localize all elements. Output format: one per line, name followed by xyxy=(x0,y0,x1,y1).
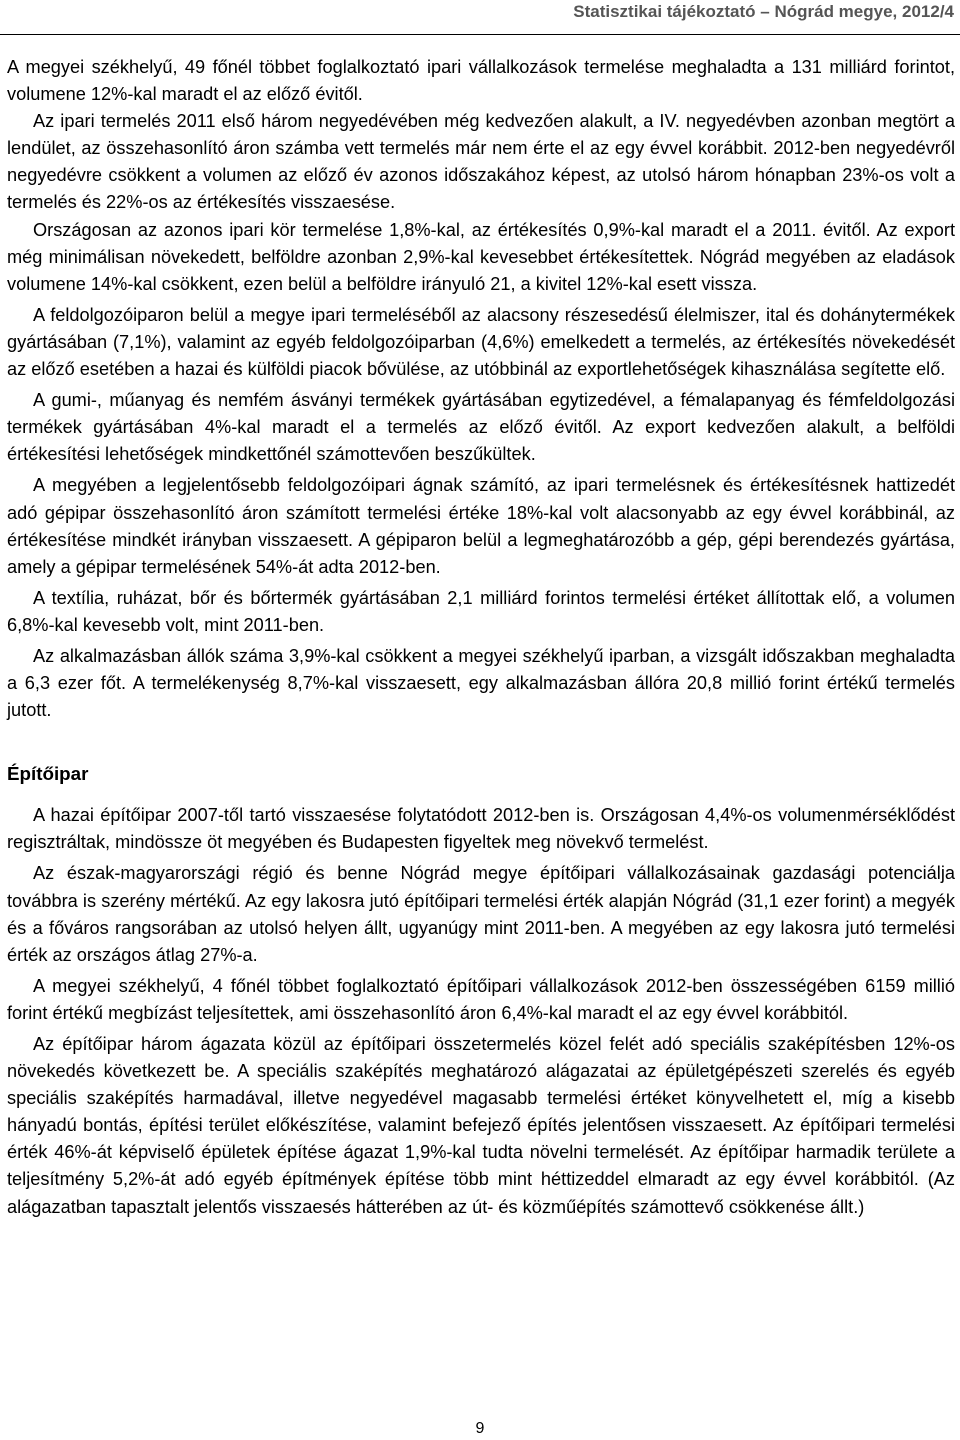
paragraph: Az alkalmazásban állók száma 3,9%-kal csökkent a megyei székhelyű iparban, a vizsgált időszakban meghaladta a 6,3 ezer főt. A termelékenység 8,7%-kal visszaesett, egy alkalmazásban állóra 20,8 millió forint értékű termelés jutott. xyxy=(7,645,955,721)
paragraph: A megyei székhelyű, 49 főnél többet foglalkoztató ipari vállalkozások termelése meghaladta a 131 milliárd forintot, volumene 12%-kal maradt el az előző évitől. xyxy=(7,57,955,105)
paragraph: Az építőipar három ágazata közül az építőipari összetermelés közel felét adó speciális szaképítésben 12%-os növekedés következett be. A speciális szaképítés meghatározó alágazatai az épületgépészeti szerelés és egyéb speciális szaképítés harmadával, illetve negyedével magasabb termelési értéket könyvelhetett el, míg a kisebb hányadú bontás, építési terület előkészítése, valamint befejező építés jelentősen visszaesett. Az építőipari termelési érték 46%-át képviselő épületek építése ágazat 1,9%-kal tudta növelni termelését. Az építőipar harmadik területe a teljesítmény 5,2%-át adó egyéb építmények építése több mint héttizeddel elmaradt az egy évvel korábbitól. (Az alágazatban tapasztalt jelentős visszaesés hátterében az út- és közműépítés számottevő csökkenése állt.) xyxy=(7,1034,955,1217)
paragraph: A feldolgozóiparon belül a megye ipari termeléséből az alacsony részesedésű élelmiszer, ital és dohánytermékek gyártásában (7,1%), valamint az egyéb feldolgozóiparban (4,6%) emelkedett a termelés, az értékesítés növekedését az előző esetében a hazai és külföldi piacok bővülése, az utóbbinál az exportlehetőségek kihasználása segítette elő. xyxy=(7,304,955,380)
paragraph: A hazai építőipar 2007-től tartó visszaesése folytatódott 2012-ben is. Országosan 4,4%-os volumenmérséklődést regisztráltak, mindössze öt megyében és Budapesten figyeltek meg növekvő termelést. xyxy=(7,805,955,853)
page-header: Statisztikai tájékoztató – Nógrád megye, 2012/4 xyxy=(573,2,954,21)
paragraph: A textília, ruházat, bőr és bőrtermék gyártásában 2,1 milliárd forintos termelési értéket állítottak elő, a volumen 6,8%-kal kevesebb volt, mint 2011-ben. xyxy=(7,587,955,635)
paragraph: A megyei székhelyű, 4 főnél többet foglalkoztató építőipari vállalkozások 2012-ben összességében 6159 millió forint értékű megbízást teljesítettek, ami összehasonlító áron 6,4%-kal maradt el az egy évvel korábbitól. xyxy=(7,975,955,1023)
page-number: 9 xyxy=(475,1420,485,1437)
header-divider xyxy=(0,34,960,35)
paragraph: Országosan az azonos ipari kör termelése 1,8%-kal, az értékesítés 0,9%-kal maradt el a 2011. évitől. Az export még minimálisan növekedett, belföldre azonban 2,9%-kal kevesebbet értékesítettek. Nógrád megyében az eladások volumene 14%-kal csökkent, ezen belül a belföldre irányuló 21, a kivitel 12%-kal esett vissza. xyxy=(7,219,955,294)
paragraph: Az észak-magyarországi régió és benne Nógrád megye építőipari vállalkozásainak gazdasági potenciálja továbbra is szerény mértékű. Az egy lakosra jutó építőipari termelési érték alapján Nógrád (31,1 ezer forint) a megyék és a főváros rangsorában az utolsó helyen állt, ugyanúgy mint 2011-ben. A megyében az egy lakosra jutó termelési érték az országos átlag 27%-a. xyxy=(7,863,955,965)
paragraph: A megyében a legjelentősebb feldolgozóipari ágnak számító, az ipari termelésnek és értékesítésnek hattizedét adó gépipar összehasonlító áron számított termelési értéke 18%-kal volt alacsonyabb az egy évvel korábbinál, az értékesítése mindkét irányban visszaesett. A gépiparon belül a legmeghatározóbb a gép, gépi berendezés gyártása, amely a gépipar termelésének 54%-át adta 2012-ben. xyxy=(7,475,955,577)
section-title: Építőipar xyxy=(7,763,89,785)
document-body xyxy=(7,54,955,1221)
paragraph: A gumi-, műanyag és nemfém ásványi termékek gyártásában egytizedével, a fémalapanyag és fémfeldolgozási termékek gyártásában 4%-kal maradt el a termelés az előző évitől. Az export kedvezően alakult, a belföldi értékesítési lehetőségek mindkettőnél számottevően beszűkültek. xyxy=(7,390,955,465)
paragraph: Az ipari termelés 2011 első három negyedévében még kedvezően alakult, a IV. negyedévben azonban megtört a lendület, az összehasonlító áron számba vett termelés már nem érte el az egy évvel korábbit. 2012-ben negyedévről negyedévre csökkent a volumen az előző év azonos időszakához képest, az utolsó három hónapban 23%-os volt a termelés és 22%-os az értékesítés visszaesése. xyxy=(7,111,955,213)
